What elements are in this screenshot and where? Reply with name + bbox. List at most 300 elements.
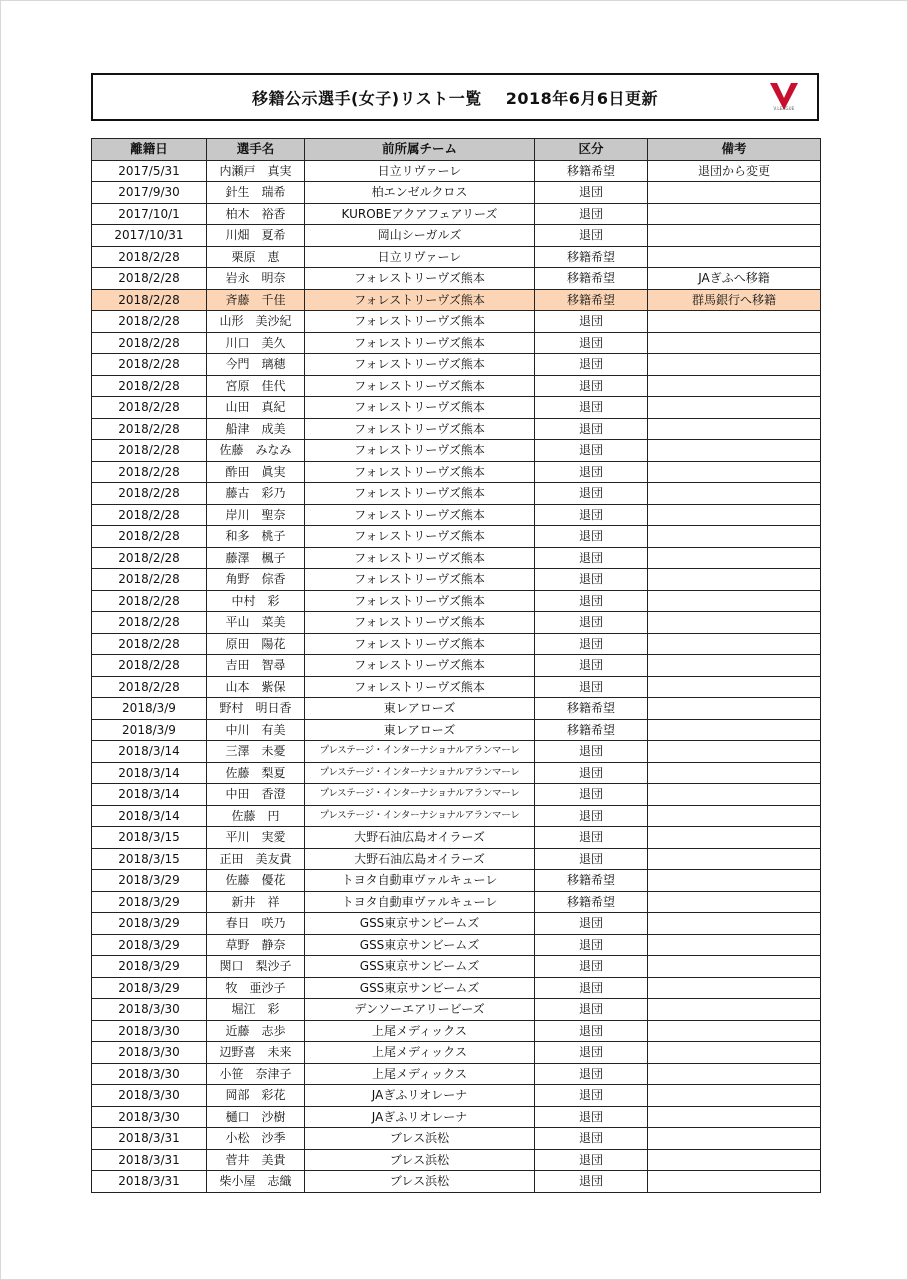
table-row xyxy=(92,397,821,419)
cell-date: 2017/5/31 xyxy=(92,160,207,182)
cell-former-team: フォレストリーヴズ熊本 xyxy=(305,526,535,548)
table-row xyxy=(92,1063,821,1085)
cell-category: 退団 xyxy=(535,1171,648,1193)
cell-note xyxy=(648,1042,821,1064)
cell-former-team: プレステージ・インターナショナルアランマーレ xyxy=(305,784,535,806)
cell-date: 2018/2/28 xyxy=(92,676,207,698)
cell-former-team: プレステージ・インターナショナルアランマーレ xyxy=(305,805,535,827)
cell-date: 2018/2/28 xyxy=(92,289,207,311)
cell-category: 退団 xyxy=(535,547,648,569)
cell-former-team: JAぎふリオレーナ xyxy=(305,1085,535,1107)
header-date: 離籍日 xyxy=(92,139,207,161)
table-row xyxy=(92,418,821,440)
cell-note xyxy=(648,397,821,419)
table-row xyxy=(92,440,821,462)
cell-category: 退団 xyxy=(535,182,648,204)
cell-category: 退団 xyxy=(535,418,648,440)
cell-date: 2018/3/29 xyxy=(92,891,207,913)
cell-note xyxy=(648,784,821,806)
cell-note xyxy=(648,762,821,784)
cell-date: 2018/3/9 xyxy=(92,719,207,741)
table-row xyxy=(92,311,821,333)
cell-note xyxy=(648,504,821,526)
cell-player-name: 小松 沙季 xyxy=(207,1128,305,1150)
cell-note xyxy=(648,418,821,440)
cell-note xyxy=(648,655,821,677)
cell-former-team: フォレストリーヴズ熊本 xyxy=(305,418,535,440)
cell-category: 退団 xyxy=(535,375,648,397)
table-row xyxy=(92,332,821,354)
table-row xyxy=(92,827,821,849)
cell-date: 2018/2/28 xyxy=(92,655,207,677)
cell-date: 2018/3/30 xyxy=(92,1106,207,1128)
cell-date: 2018/2/28 xyxy=(92,612,207,634)
table-row xyxy=(92,784,821,806)
cell-note xyxy=(648,827,821,849)
table-row xyxy=(92,483,821,505)
cell-player-name: 春日 咲乃 xyxy=(207,913,305,935)
cell-former-team: 岡山シーガルズ xyxy=(305,225,535,247)
cell-note xyxy=(648,913,821,935)
cell-category: 退団 xyxy=(535,354,648,376)
cell-former-team: フォレストリーヴズ熊本 xyxy=(305,311,535,333)
cell-date: 2018/3/30 xyxy=(92,1020,207,1042)
table-row xyxy=(92,891,821,913)
cell-category: 退団 xyxy=(535,569,648,591)
cell-date: 2018/2/28 xyxy=(92,547,207,569)
cell-former-team: フォレストリーヴズ熊本 xyxy=(305,483,535,505)
header-former-team: 前所属チーム xyxy=(305,139,535,161)
cell-former-team: GSS東京サンビームズ xyxy=(305,977,535,999)
cell-date: 2018/2/28 xyxy=(92,246,207,268)
cell-player-name: 山田 真紀 xyxy=(207,397,305,419)
cell-former-team: 上尾メディックス xyxy=(305,1020,535,1042)
cell-category: 退団 xyxy=(535,311,648,333)
cell-date: 2018/3/29 xyxy=(92,934,207,956)
cell-former-team: 東レアローズ xyxy=(305,719,535,741)
cell-note xyxy=(648,547,821,569)
table-row xyxy=(92,676,821,698)
cell-date: 2018/2/28 xyxy=(92,268,207,290)
cell-former-team: GSS東京サンビームズ xyxy=(305,934,535,956)
cell-player-name: 小笹 奈津子 xyxy=(207,1063,305,1085)
table-row xyxy=(92,569,821,591)
cell-player-name: 野村 明日香 xyxy=(207,698,305,720)
cell-note xyxy=(648,182,821,204)
table-row xyxy=(92,246,821,268)
cell-player-name: 柏木 裕香 xyxy=(207,203,305,225)
cell-player-name: 中川 有美 xyxy=(207,719,305,741)
cell-date: 2018/2/28 xyxy=(92,483,207,505)
cell-date: 2017/9/30 xyxy=(92,182,207,204)
cell-former-team: フォレストリーヴズ熊本 xyxy=(305,633,535,655)
cell-note xyxy=(648,1149,821,1171)
cell-note: 退団から変更 xyxy=(648,160,821,182)
logo-text: V.LEAGUE xyxy=(773,106,795,111)
cell-note xyxy=(648,805,821,827)
table-row xyxy=(92,590,821,612)
header-category: 区分 xyxy=(535,139,648,161)
page-title xyxy=(252,86,658,109)
cell-category: 退団 xyxy=(535,999,648,1021)
cell-note xyxy=(648,741,821,763)
cell-player-name: 佐藤 優花 xyxy=(207,870,305,892)
cell-former-team: プレステージ・インターナショナルアランマーレ xyxy=(305,741,535,763)
cell-former-team: フォレストリーヴズ熊本 xyxy=(305,569,535,591)
cell-category: 退団 xyxy=(535,526,648,548)
cell-former-team: フォレストリーヴズ熊本 xyxy=(305,612,535,634)
cell-date: 2018/2/28 xyxy=(92,418,207,440)
table-row xyxy=(92,870,821,892)
cell-note xyxy=(648,870,821,892)
table-row xyxy=(92,934,821,956)
cell-former-team: トヨタ自動車ヴァルキューレ xyxy=(305,870,535,892)
cell-category: 退団 xyxy=(535,977,648,999)
cell-former-team: プレステージ・インターナショナルアランマーレ xyxy=(305,762,535,784)
cell-date: 2018/3/29 xyxy=(92,977,207,999)
cell-date: 2018/2/28 xyxy=(92,461,207,483)
cell-player-name: 岸川 聖奈 xyxy=(207,504,305,526)
cell-note xyxy=(648,719,821,741)
cell-date: 2018/3/29 xyxy=(92,956,207,978)
table-row xyxy=(92,719,821,741)
cell-former-team: フォレストリーヴズ熊本 xyxy=(305,590,535,612)
cell-player-name: 宮原 佳代 xyxy=(207,375,305,397)
cell-date: 2018/3/9 xyxy=(92,698,207,720)
cell-player-name: 柴小屋 志織 xyxy=(207,1171,305,1193)
table-row xyxy=(92,268,821,290)
table-row xyxy=(92,1171,821,1193)
cell-date: 2018/2/28 xyxy=(92,590,207,612)
cell-date: 2018/3/31 xyxy=(92,1128,207,1150)
title-updated: 2018年6月6日更新 xyxy=(505,88,659,108)
cell-player-name: 栗原 恵 xyxy=(207,246,305,268)
cell-former-team: KUROBEアクアフェアリーズ xyxy=(305,203,535,225)
table-row xyxy=(92,999,821,1021)
cell-date: 2018/2/28 xyxy=(92,354,207,376)
cell-player-name: 藤澤 楓子 xyxy=(207,547,305,569)
cell-category: 退団 xyxy=(535,1020,648,1042)
cell-former-team: トヨタ自動車ヴァルキューレ xyxy=(305,891,535,913)
cell-note xyxy=(648,1063,821,1085)
table-header-row xyxy=(92,139,821,161)
table-row xyxy=(92,504,821,526)
table-row xyxy=(92,225,821,247)
cell-player-name: 山形 美沙紀 xyxy=(207,311,305,333)
header-player-name: 選手名 xyxy=(207,139,305,161)
cell-player-name: 近藤 志歩 xyxy=(207,1020,305,1042)
table-row xyxy=(92,1128,821,1150)
cell-note xyxy=(648,375,821,397)
cell-former-team: フォレストリーヴズ熊本 xyxy=(305,655,535,677)
cell-former-team: フォレストリーヴズ熊本 xyxy=(305,375,535,397)
title-banner xyxy=(91,73,819,121)
cell-date: 2017/10/31 xyxy=(92,225,207,247)
table-row xyxy=(92,698,821,720)
cell-date: 2018/3/30 xyxy=(92,1063,207,1085)
cell-category: 退団 xyxy=(535,332,648,354)
cell-date: 2018/3/14 xyxy=(92,741,207,763)
cell-category: 退団 xyxy=(535,1085,648,1107)
cell-date: 2018/3/29 xyxy=(92,913,207,935)
cell-note: JAぎふへ移籍 xyxy=(648,268,821,290)
table-row xyxy=(92,160,821,182)
cell-former-team: フォレストリーヴズ熊本 xyxy=(305,268,535,290)
cell-note xyxy=(648,633,821,655)
cell-former-team: JAぎふリオレーナ xyxy=(305,1106,535,1128)
cell-note xyxy=(648,203,821,225)
cell-category: 退団 xyxy=(535,461,648,483)
cell-note: 群馬銀行へ移籍 xyxy=(648,289,821,311)
cell-note xyxy=(648,698,821,720)
cell-date: 2018/3/14 xyxy=(92,784,207,806)
cell-player-name: 和多 桃子 xyxy=(207,526,305,548)
cell-note xyxy=(648,1128,821,1150)
cell-category: 退団 xyxy=(535,827,648,849)
cell-player-name: 岩永 明奈 xyxy=(207,268,305,290)
cell-date: 2018/2/28 xyxy=(92,332,207,354)
cell-category: 退団 xyxy=(535,590,648,612)
cell-former-team: GSS東京サンビームズ xyxy=(305,913,535,935)
cell-category: 退団 xyxy=(535,913,648,935)
cell-note xyxy=(648,526,821,548)
cell-player-name: 山本 紫保 xyxy=(207,676,305,698)
cell-note xyxy=(648,848,821,870)
cell-former-team: 上尾メディックス xyxy=(305,1063,535,1085)
table-row xyxy=(92,633,821,655)
cell-player-name: 平川 実愛 xyxy=(207,827,305,849)
table-row xyxy=(92,1106,821,1128)
cell-date: 2018/2/28 xyxy=(92,526,207,548)
cell-category: 移籍希望 xyxy=(535,698,648,720)
cell-player-name: 関口 梨沙子 xyxy=(207,956,305,978)
cell-former-team: ブレス浜松 xyxy=(305,1128,535,1150)
cell-former-team: 大野石油広島オイラーズ xyxy=(305,848,535,870)
cell-former-team: 上尾メディックス xyxy=(305,1042,535,1064)
cell-category: 退団 xyxy=(535,1106,648,1128)
cell-former-team: フォレストリーヴズ熊本 xyxy=(305,547,535,569)
cell-date: 2018/2/28 xyxy=(92,375,207,397)
cell-player-name: 岡部 彩花 xyxy=(207,1085,305,1107)
cell-category: 退団 xyxy=(535,848,648,870)
cell-note xyxy=(648,612,821,634)
cell-category: 退団 xyxy=(535,741,648,763)
cell-former-team: GSS東京サンビームズ xyxy=(305,956,535,978)
cell-note xyxy=(648,1106,821,1128)
cell-category: 移籍希望 xyxy=(535,870,648,892)
cell-note xyxy=(648,999,821,1021)
table-row xyxy=(92,655,821,677)
cell-player-name: 船津 成美 xyxy=(207,418,305,440)
table-row xyxy=(92,289,821,311)
cell-player-name: 樋口 沙樹 xyxy=(207,1106,305,1128)
cell-former-team: ブレス浜松 xyxy=(305,1171,535,1193)
cell-player-name: 角野 倧香 xyxy=(207,569,305,591)
cell-category: 移籍希望 xyxy=(535,891,648,913)
table-row xyxy=(92,1020,821,1042)
table-row xyxy=(92,354,821,376)
cell-category: 退団 xyxy=(535,633,648,655)
table-row xyxy=(92,461,821,483)
cell-date: 2018/2/28 xyxy=(92,569,207,591)
cell-player-name: 藤古 彩乃 xyxy=(207,483,305,505)
table-row xyxy=(92,913,821,935)
cell-note xyxy=(648,977,821,999)
table-row xyxy=(92,956,821,978)
cell-player-name: 川口 美久 xyxy=(207,332,305,354)
cell-note xyxy=(648,1085,821,1107)
cell-note xyxy=(648,354,821,376)
cell-player-name: 中田 香澄 xyxy=(207,784,305,806)
table-row xyxy=(92,612,821,634)
cell-note xyxy=(648,440,821,462)
cell-note xyxy=(648,311,821,333)
cell-note xyxy=(648,934,821,956)
cell-player-name: 草野 静奈 xyxy=(207,934,305,956)
table-row xyxy=(92,977,821,999)
cell-date: 2018/2/28 xyxy=(92,311,207,333)
cell-note xyxy=(648,1171,821,1193)
cell-category: 退団 xyxy=(535,440,648,462)
table-row xyxy=(92,1149,821,1171)
cell-category: 退団 xyxy=(535,1042,648,1064)
cell-player-name: 正田 美友貴 xyxy=(207,848,305,870)
cell-note xyxy=(648,1020,821,1042)
cell-former-team: フォレストリーヴズ熊本 xyxy=(305,461,535,483)
cell-player-name: 針生 瑞希 xyxy=(207,182,305,204)
cell-category: 移籍希望 xyxy=(535,246,648,268)
cell-category: 退団 xyxy=(535,504,648,526)
cell-former-team: 日立リヴァーレ xyxy=(305,246,535,268)
cell-player-name: 佐藤 梨夏 xyxy=(207,762,305,784)
cell-player-name: 酢田 眞実 xyxy=(207,461,305,483)
cell-date: 2018/2/28 xyxy=(92,397,207,419)
cell-date: 2018/3/30 xyxy=(92,999,207,1021)
cell-player-name: 中村 彩 xyxy=(207,590,305,612)
cell-date: 2018/2/28 xyxy=(92,633,207,655)
cell-player-name: 堀江 彩 xyxy=(207,999,305,1021)
cell-former-team: 柏エンゼルクロス xyxy=(305,182,535,204)
cell-category: 移籍希望 xyxy=(535,719,648,741)
cell-former-team: 日立リヴァーレ xyxy=(305,160,535,182)
table-row xyxy=(92,203,821,225)
cell-player-name: 佐藤 みなみ xyxy=(207,440,305,462)
cell-note xyxy=(648,332,821,354)
cell-category: 移籍希望 xyxy=(535,289,648,311)
cell-category: 退団 xyxy=(535,655,648,677)
cell-category: 退団 xyxy=(535,762,648,784)
cell-former-team: 東レアローズ xyxy=(305,698,535,720)
cell-category: 退団 xyxy=(535,1149,648,1171)
cell-player-name: 牧 亜沙子 xyxy=(207,977,305,999)
cell-note xyxy=(648,891,821,913)
cell-former-team: 大野石油広島オイラーズ xyxy=(305,827,535,849)
cell-player-name: 川畑 夏希 xyxy=(207,225,305,247)
cell-player-name: 内瀬戸 真実 xyxy=(207,160,305,182)
table-row xyxy=(92,182,821,204)
cell-category: 退団 xyxy=(535,956,648,978)
cell-category: 退団 xyxy=(535,1128,648,1150)
cell-category: 退団 xyxy=(535,676,648,698)
cell-player-name: 菅井 美貴 xyxy=(207,1149,305,1171)
cell-note xyxy=(648,676,821,698)
cell-date: 2018/3/14 xyxy=(92,762,207,784)
table-row xyxy=(92,375,821,397)
cell-former-team: フォレストリーヴズ熊本 xyxy=(305,289,535,311)
cell-note xyxy=(648,590,821,612)
cell-category: 退団 xyxy=(535,612,648,634)
cell-player-name: 辺野喜 未来 xyxy=(207,1042,305,1064)
cell-date: 2018/3/29 xyxy=(92,870,207,892)
cell-note xyxy=(648,569,821,591)
table-row xyxy=(92,1042,821,1064)
cell-former-team: フォレストリーヴズ熊本 xyxy=(305,332,535,354)
cell-category: 退団 xyxy=(535,397,648,419)
cell-date: 2018/3/15 xyxy=(92,827,207,849)
header-notes: 備考 xyxy=(648,139,821,161)
cell-former-team: フォレストリーヴズ熊本 xyxy=(305,354,535,376)
table-row xyxy=(92,547,821,569)
cell-note xyxy=(648,225,821,247)
cell-date: 2018/3/14 xyxy=(92,805,207,827)
cell-date: 2018/3/30 xyxy=(92,1042,207,1064)
cell-player-name: 原田 陽花 xyxy=(207,633,305,655)
cell-note xyxy=(648,246,821,268)
table-row xyxy=(92,805,821,827)
cell-date: 2018/3/15 xyxy=(92,848,207,870)
cell-category: 退団 xyxy=(535,203,648,225)
cell-note xyxy=(648,483,821,505)
table-row xyxy=(92,762,821,784)
cell-former-team: フォレストリーヴズ熊本 xyxy=(305,504,535,526)
cell-date: 2018/3/31 xyxy=(92,1171,207,1193)
transfer-list-table xyxy=(91,138,821,1193)
cell-category: 移籍希望 xyxy=(535,268,648,290)
table-row xyxy=(92,848,821,870)
cell-category: 退団 xyxy=(535,225,648,247)
cell-note xyxy=(648,956,821,978)
cell-former-team: ブレス浜松 xyxy=(305,1149,535,1171)
cell-former-team: フォレストリーヴズ熊本 xyxy=(305,440,535,462)
table-row xyxy=(92,741,821,763)
cell-player-name: 吉田 智尋 xyxy=(207,655,305,677)
cell-player-name: 斉藤 千佳 xyxy=(207,289,305,311)
title-main: 移籍公示選手(女子)リスト一覧 xyxy=(251,88,482,108)
cell-date: 2017/10/1 xyxy=(92,203,207,225)
cell-date: 2018/3/30 xyxy=(92,1085,207,1107)
cell-player-name: 新井 祥 xyxy=(207,891,305,913)
cell-category: 退団 xyxy=(535,934,648,956)
cell-player-name: 平山 菜美 xyxy=(207,612,305,634)
cell-former-team: フォレストリーヴズ熊本 xyxy=(305,397,535,419)
cell-player-name: 佐藤 円 xyxy=(207,805,305,827)
cell-former-team: フォレストリーヴズ熊本 xyxy=(305,676,535,698)
cell-category: 移籍希望 xyxy=(535,160,648,182)
cell-category: 退団 xyxy=(535,483,648,505)
cell-player-name: 今門 璃穂 xyxy=(207,354,305,376)
cell-date: 2018/2/28 xyxy=(92,504,207,526)
cell-player-name: 三澤 未憂 xyxy=(207,741,305,763)
table-row xyxy=(92,526,821,548)
cell-category: 退団 xyxy=(535,1063,648,1085)
table-row xyxy=(92,1085,821,1107)
cell-category: 退団 xyxy=(535,784,648,806)
cell-date: 2018/2/28 xyxy=(92,440,207,462)
cell-note xyxy=(648,461,821,483)
cell-former-team: デンソーエアリービーズ xyxy=(305,999,535,1021)
cell-date: 2018/3/31 xyxy=(92,1149,207,1171)
cell-category: 退団 xyxy=(535,805,648,827)
